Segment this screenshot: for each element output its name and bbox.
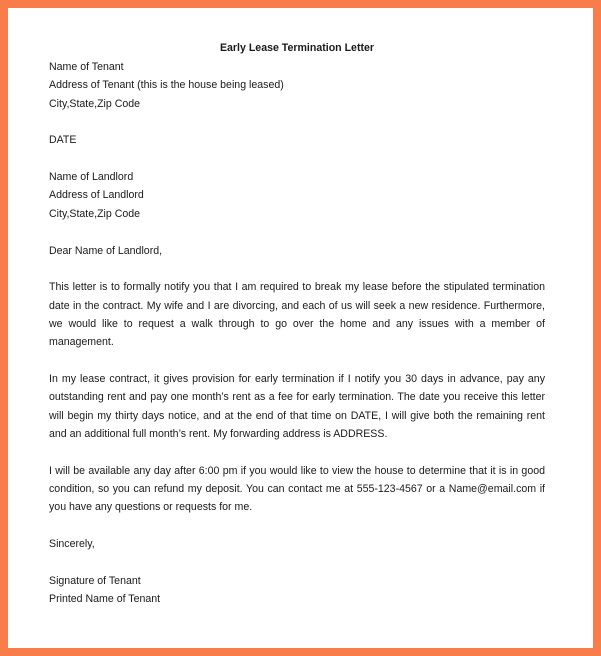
letter-document xyxy=(49,36,545,609)
tenant-address: Address of Tenant (this is the house being leased) xyxy=(49,79,284,92)
tenant-address-block xyxy=(49,58,545,113)
landlord-city: City,State,Zip Code xyxy=(49,207,141,220)
printed-name-line: Printed Name of Tenant xyxy=(49,593,161,606)
tenant-name: Name of Tenant xyxy=(49,61,124,73)
letter-title: Early Lease Termination Letter xyxy=(219,42,375,54)
letter-date: DATE xyxy=(49,134,77,147)
body-paragraph: In my lease contract, it gives provision for early termination if I notify you 30 days in advance, pay any outstanding rent and pay one month’s rent as a fee for early termination. The date you receive this letter will begin my thirty days notice, and at the end of that time on DATE, I will give both the remaining rent and an additional full month’s rent. My forwarding address is ADDRESS. xyxy=(49,373,545,440)
landlord-name: Name of Landlord xyxy=(49,171,134,184)
landlord-address: Address of Landlord xyxy=(49,189,144,202)
signature-line: Signature of Tenant xyxy=(49,574,141,587)
closing: Sincerely, xyxy=(49,538,95,551)
salutation: Dear Name of Landlord, xyxy=(49,244,163,257)
body-paragraph: I will be available any day after 6:00 pm if you would like to view the house to determine that it is in good condition, so you can refund my deposit. You can contact me at 555-123-4567 or a Name@email.com if you have any questions or requests for me. xyxy=(49,464,545,514)
tenant-city: City,State,Zip Code xyxy=(49,97,141,110)
body-paragraph: This letter is to formally notify you that I am required to break my lease before the stipulated termination date in the contract. My wife and I are divorcing, and each of us will seek a new residence. Furthermore, we would like to request a walk through to go over the home and any issues with a member of management. xyxy=(49,281,545,349)
landlord-address-block xyxy=(49,168,545,223)
